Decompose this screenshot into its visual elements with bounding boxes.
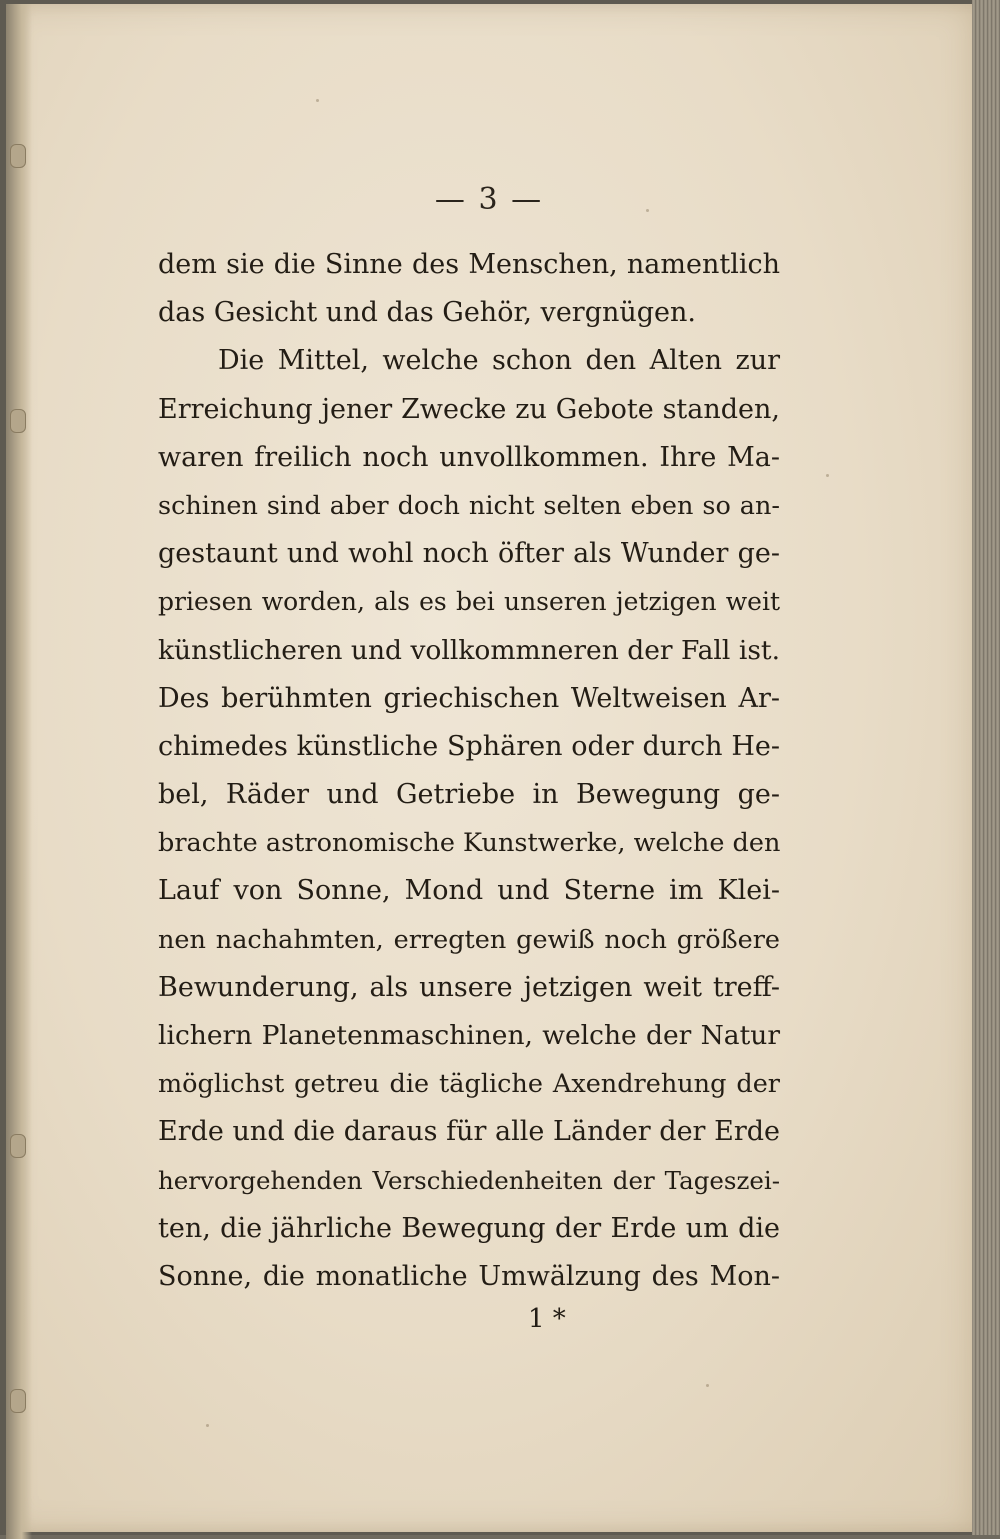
text-line: schinen sind aber doch nicht selten eben so an- [158, 490, 780, 521]
paper-speck [206, 1424, 209, 1427]
text-line: waren freilich noch unvollkommen. Ihre Ma- [158, 441, 780, 473]
text-line: Des berühmten griechischen Weltweisen Ar- [158, 682, 780, 714]
text-line: Bewunderung, als unsere jetzigen weit treff- [158, 971, 780, 1003]
binding-stitch [10, 409, 26, 433]
text-line: gestaunt und wohl noch öfter als Wunder ge- [158, 538, 780, 570]
printer-signature-mark: 1 * [528, 1304, 566, 1334]
page-number-header: — 3 — [434, 182, 544, 217]
text-line: das Gesicht und das Gehör, vergnügen. [158, 297, 696, 329]
binding-stitch [10, 1389, 26, 1413]
text-line: hervorgehenden Verschiedenheiten der Tageszei- [158, 1165, 780, 1195]
text-line: Die Mittel, welche schon den Alten zur [218, 345, 780, 377]
text-line: nen nachahmten, erregten gewiß noch größere [158, 924, 780, 955]
book-binding [6, 4, 32, 1539]
paper-speck [706, 1384, 709, 1387]
text-line: priesen worden, als es bei unseren jetzigen weit [158, 587, 780, 617]
text-line: chimedes künstliche Sphären oder durch He- [158, 730, 780, 762]
text-line: lichern Planetenmaschinen, welche der Natur [158, 1020, 780, 1051]
text-line: ten, die jährliche Bewegung der Erde um die [158, 1212, 780, 1244]
text-line: dem sie die Sinne des Menschen, namentlich [158, 249, 780, 280]
text-line: Lauf von Sonne, Mond und Sterne im Klei- [158, 875, 780, 907]
text-line: bel, Räder und Getriebe in Bewegung ge- [158, 779, 780, 811]
paper-speck [826, 474, 829, 477]
text-line: künstlicheren und vollkommneren der Fall ist. [158, 634, 780, 666]
book-page [6, 4, 974, 1532]
page-stack-edge [972, 0, 1000, 1535]
text-line: Erreichung jener Zwecke zu Gebote standen, [158, 393, 780, 425]
text-line: Erde und die daraus für alle Länder der Erde [158, 1116, 780, 1148]
binding-stitch [10, 1134, 26, 1158]
paper-speck [316, 99, 319, 102]
binding-stitch [10, 144, 26, 168]
text-line: möglichst getreu die tägliche Axendrehung der [158, 1069, 780, 1100]
body-text [158, 241, 780, 1301]
text-line: Sonne, die monatliche Umwälzung des Mon- [158, 1260, 780, 1292]
text-line: brachte astronomische Kunstwerke, welche den [158, 828, 781, 859]
